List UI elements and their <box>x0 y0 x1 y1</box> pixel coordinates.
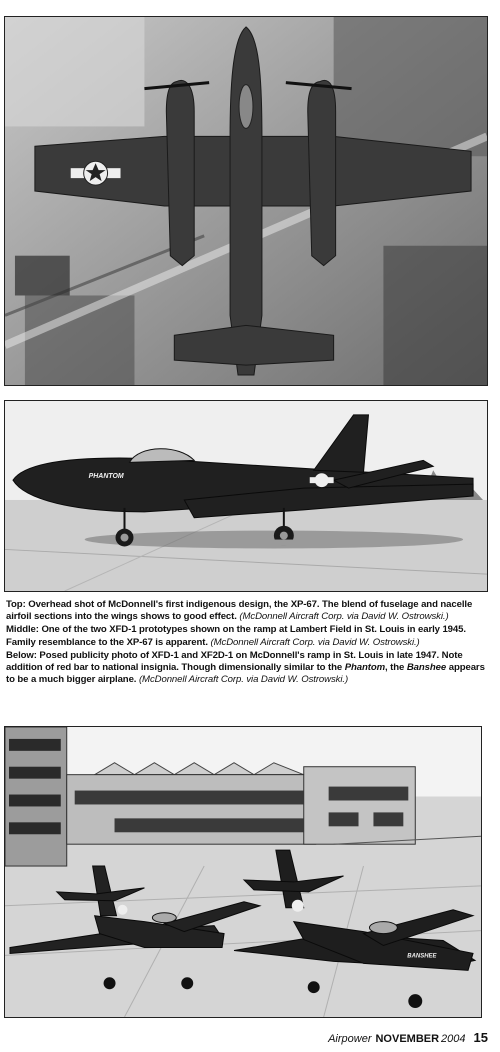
xfd1-xf2d1-ramp-image <box>5 727 481 1017</box>
publication-name: Airpower <box>328 1033 372 1045</box>
page-footer <box>328 1030 488 1045</box>
caption-below-text-2: , the <box>385 662 405 674</box>
caption-top-credit: (McDonnell Aircraft Corp. via David W. Ostrowski.) <box>239 611 449 623</box>
issue-year: 2004 <box>441 1033 466 1045</box>
banshee-nose-text: BANSHEE <box>407 953 437 960</box>
caption-below <box>6 650 486 687</box>
caption-below-text-1: Below: Posed publicity photo of XFD-1 and XF2D-1 on McDonnell's ramp in St. Louis in late 1947. Note addition of red bar to national insignia. Though dimensionally similar to the <box>6 649 463 674</box>
caption-middle-credit: (McDonnell Aircraft Corp. via David W. Ostrowski.) <box>210 636 420 648</box>
caption-top-text: Top: Overhead shot of McDonnell's first indigenous design, the XP-67. The blend of fuselage and nacelle airfoil sections into the wings shows to good effect. <box>6 599 473 623</box>
photo-xfd1-xf2d1-ramp <box>4 726 482 1018</box>
caption-below-credit: (McDonnell Aircraft Corp. via David W. Ostrowski.) <box>138 674 349 686</box>
caption-top <box>6 599 486 623</box>
caption-below-text-3: appears to be a much bigger airplane. <box>6 662 485 686</box>
xp67-overhead-image <box>5 17 487 385</box>
photo-xfd1-ramp <box>4 400 488 592</box>
caption-below-phantom: Phantom <box>344 662 386 674</box>
caption-middle-text: Middle: One of the two XFD-1 prototypes shown on the ramp at Lambert Field in St. Louis in early 1945. Family resemblance to the XP-67 is apparent. <box>6 624 466 648</box>
photo-captions <box>6 599 486 687</box>
photo-xp67-overhead <box>4 16 488 386</box>
caption-middle <box>6 624 486 648</box>
caption-below-banshee: Banshee <box>406 662 447 674</box>
phantom-nose-text: PHANTOM <box>88 473 124 481</box>
issue-month: NOVEMBER <box>375 1033 440 1045</box>
page-number: 15 <box>473 1030 488 1045</box>
xfd1-ramp-image <box>5 401 487 591</box>
